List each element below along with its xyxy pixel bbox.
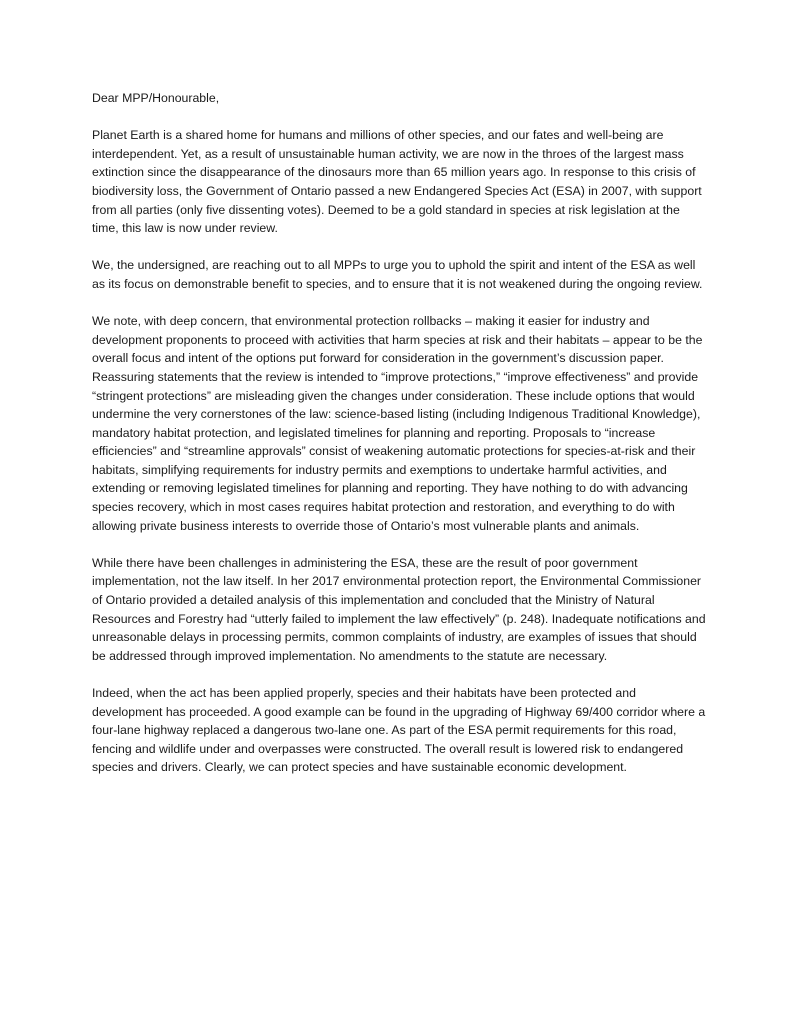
- salutation: Dear MPP/Honourable,: [92, 91, 220, 105]
- paragraph-intro: Planet Earth is a shared home for humans and millions of other species, and our fates and well-being are interdependent. Yet, as a result of unsustainable human activity, we are now in the throes of the largest mass extinction since the disappearance of the dinosaurs more than 65 million years ago. In response to this crisis of biodiversity loss, the Government of Ontario passed a new Endangered Species Act (ESA) in 2007, with support from all parties (only five dissenting votes). Deemed to be a gold standard in species at risk legislation at the time, this law is now under review.: [92, 128, 702, 236]
- letter-body: [92, 89, 706, 777]
- paragraph-appeal: We, the undersigned, are reaching out to all MPPs to urge you to uphold the spirit and intent of the ESA as well as its focus on demonstrable benefit to species, and to ensure that it is not weakened during the ongoing review.: [92, 258, 703, 291]
- paragraph-example: Indeed, when the act has been applied properly, species and their habitats have been protected and development has proceeded. A good example can be found in the upgrading of Highway 69/400 corridor where a four-lane highway replaced a dangerous two-lane one. As part of the ESA permit requirements for this road, fencing and wildlife under and overpasses were constructed. The overall result is lowered risk to endangered species and drivers. Clearly, we can protect species and have sustainable economic development.: [92, 686, 706, 775]
- paragraph-implementation: While there have been challenges in administering the ESA, these are the result of poor government implementation, not the law itself. In her 2017 environmental protection report, the Environmental Commissioner of Ontario provided a detailed analysis of this implementation and concluded that the Ministry of Natural Resources and Forestry had “utterly failed to implement the law effectively” (p. 248). Inadequate notifications and unreasonable delays in processing permits, common complaints of industry, are examples of issues that should be addressed through improved implementation. No amendments to the statute are necessary.: [92, 555, 706, 663]
- paragraph-concerns: We note, with deep concern, that environmental protection rollbacks – making it easier for industry and development proponents to proceed with activities that harm species at risk and their habitats – appear to be the overall focus and intent of the options put forward for consideration in the government’s discussion paper. Reassuring statements that the review is intended to “improve protections,” “improve effectiveness” and provide “stringent protections” are misleading given the changes under consideration. These include options that would undermine the very cornerstones of the law: science-based listing (including Indigenous Traditional Knowledge), mandatory habitat protection, and legislated timelines for planning and reporting. Proposals to “increase efficiencies” and “streamline approvals” consist of weakening automatic protections for species-at-risk and their habitats, simplifying requirements for industry permits and exemptions to undertake harmful activities, and extending or removing legislated timelines for planning and reporting. They have nothing to do with advancing species recovery, which in most cases requires habitat protection and restoration, and everything to do with allowing private business interests to override those of Ontario’s most vulnerable plants and animals.: [92, 314, 703, 533]
